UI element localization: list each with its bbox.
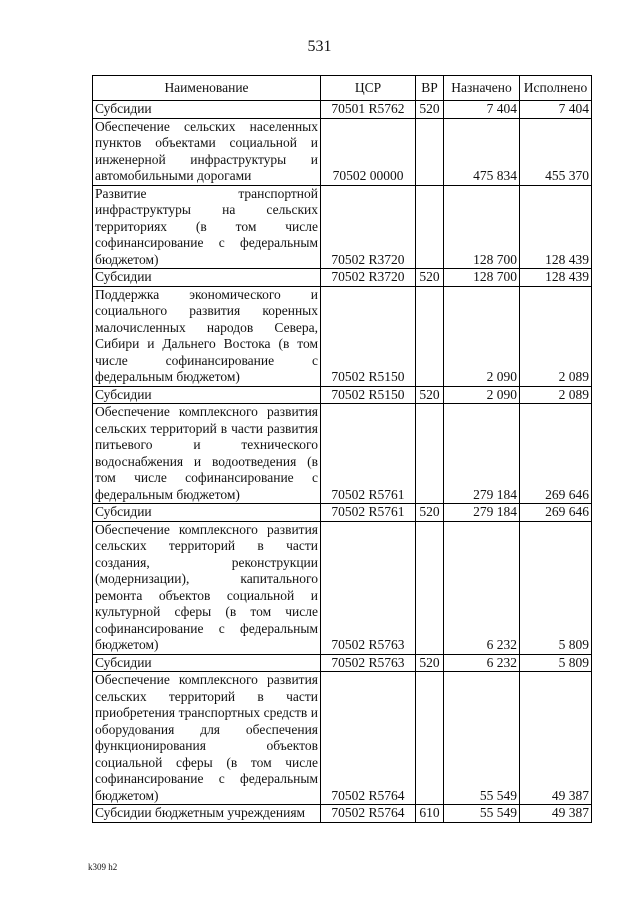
table-row xyxy=(93,404,592,504)
cell-executed: 455 370 xyxy=(520,118,592,185)
cell-assigned: 128 700 xyxy=(444,185,520,269)
cell-assigned: 6 232 xyxy=(444,654,520,672)
cell-executed: 128 439 xyxy=(520,269,592,287)
cell-csr: 70502 R5764 xyxy=(321,805,416,823)
header-csr: ЦСР xyxy=(321,76,416,101)
cell-assigned: 279 184 xyxy=(444,404,520,504)
cell-name: Субсидии xyxy=(93,101,321,119)
cell-executed: 5 809 xyxy=(520,521,592,654)
header-name: Наименование xyxy=(93,76,321,101)
cell-executed: 2 089 xyxy=(520,386,592,404)
cell-assigned: 7 404 xyxy=(444,101,520,119)
cell-executed: 7 404 xyxy=(520,101,592,119)
cell-name: Субсидии xyxy=(93,654,321,672)
cell-name: Субсидии xyxy=(93,504,321,522)
table-row xyxy=(93,185,592,269)
cell-assigned: 279 184 xyxy=(444,504,520,522)
cell-csr: 70502 R5150 xyxy=(321,286,416,386)
cell-assigned: 6 232 xyxy=(444,521,520,654)
table-row xyxy=(93,805,592,823)
cell-vr: 520 xyxy=(416,101,444,119)
cell-csr: 70502 R3720 xyxy=(321,269,416,287)
header-assigned: Назначено xyxy=(444,76,520,101)
cell-csr: 70502 R5761 xyxy=(321,404,416,504)
header-executed: Исполнено xyxy=(520,76,592,101)
cell-name: Субсидии xyxy=(93,269,321,287)
cell-executed: 5 809 xyxy=(520,654,592,672)
table-row xyxy=(93,672,592,805)
cell-executed: 269 646 xyxy=(520,504,592,522)
table-body xyxy=(93,101,592,823)
footer-code: k309 h2 xyxy=(88,862,118,872)
cell-csr: 70502 R5764 xyxy=(321,672,416,805)
cell-executed: 49 387 xyxy=(520,672,592,805)
cell-assigned: 475 834 xyxy=(444,118,520,185)
cell-name: Обеспечение комплексного развития сельских территорий в части создания, реконструкции (модернизации), капитального ремонта объектов социальной и культурной сферы (в том числе софинансирование с федеральным бюджетом) xyxy=(93,521,321,654)
cell-assigned: 2 090 xyxy=(444,286,520,386)
header-vr: ВР xyxy=(416,76,444,101)
cell-name: Развитие транспортной инфраструктуры на сельских территориях (в том числе софинансирование с федеральным бюджетом) xyxy=(93,185,321,269)
cell-vr xyxy=(416,286,444,386)
cell-vr: 610 xyxy=(416,805,444,823)
table-row xyxy=(93,504,592,522)
table-row xyxy=(93,269,592,287)
cell-vr: 520 xyxy=(416,504,444,522)
page-number: 531 xyxy=(307,38,332,55)
cell-csr: 70502 R5763 xyxy=(321,521,416,654)
table-row xyxy=(93,118,592,185)
cell-vr xyxy=(416,404,444,504)
cell-vr xyxy=(416,521,444,654)
cell-name: Обеспечение комплексного развития сельских территорий в части развития питьевого и технического водоснабжения и водоотведения (в том числе софинансирование с федеральным бюджетом) xyxy=(93,404,321,504)
cell-name: Обеспечение комплексного развития сельских территорий в части приобретения транспортных средств и оборудования для обеспечения функционирования объектов социальной сферы (в том числе софинансирование с федеральным бюджетом) xyxy=(93,672,321,805)
cell-executed: 49 387 xyxy=(520,805,592,823)
cell-name: Поддержка экономического и социального развития коренных малочисленных народов Севера, Сибири и Дальнего Востока (в том числе софинансирование с федеральным бюджетом) xyxy=(93,286,321,386)
cell-name: Субсидии xyxy=(93,386,321,404)
cell-vr xyxy=(416,672,444,805)
cell-csr: 70502 R5761 xyxy=(321,504,416,522)
cell-executed: 128 439 xyxy=(520,185,592,269)
cell-csr: 70501 R5762 xyxy=(321,101,416,119)
cell-executed: 2 089 xyxy=(520,286,592,386)
cell-executed: 269 646 xyxy=(520,404,592,504)
cell-assigned: 128 700 xyxy=(444,269,520,287)
cell-vr xyxy=(416,185,444,269)
cell-csr: 70502 R5150 xyxy=(321,386,416,404)
cell-vr: 520 xyxy=(416,269,444,287)
cell-assigned: 55 549 xyxy=(444,805,520,823)
cell-assigned: 2 090 xyxy=(444,386,520,404)
table-row xyxy=(93,521,592,654)
cell-vr xyxy=(416,118,444,185)
table-header-row xyxy=(93,76,592,101)
table-row xyxy=(93,386,592,404)
table-row xyxy=(93,101,592,119)
cell-name: Субсидии бюджетным учреждениям xyxy=(93,805,321,823)
cell-csr: 70502 R3720 xyxy=(321,185,416,269)
cell-vr: 520 xyxy=(416,654,444,672)
cell-csr: 70502 00000 xyxy=(321,118,416,185)
table-row xyxy=(93,654,592,672)
cell-name: Обеспечение сельских населенных пунктов объектами социальной и инженерной инфраструктуры и автомобильными дорогами xyxy=(93,118,321,185)
table-row xyxy=(93,286,592,386)
budget-table xyxy=(92,75,592,823)
cell-csr: 70502 R5763 xyxy=(321,654,416,672)
cell-vr: 520 xyxy=(416,386,444,404)
cell-assigned: 55 549 xyxy=(444,672,520,805)
